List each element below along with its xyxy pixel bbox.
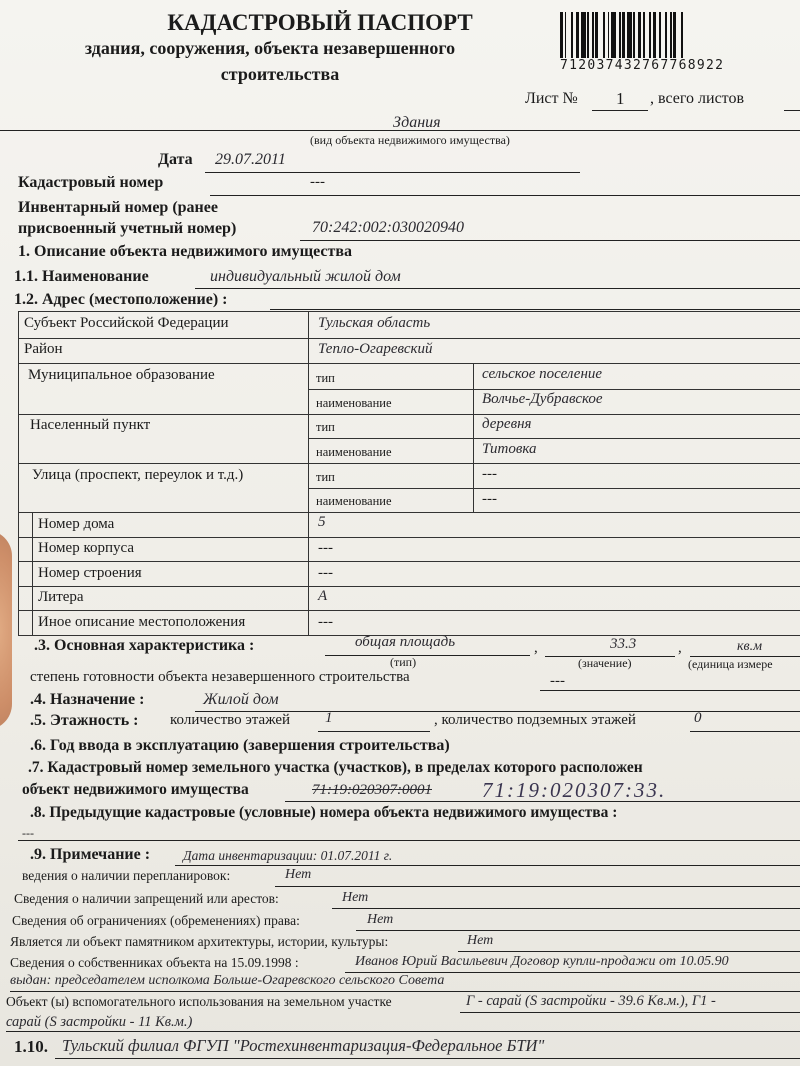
barcode-number: 712037432767768922 [560,58,725,73]
other-location-label: Иное описание местоположения [38,614,246,630]
note-issued-value: выдан: председателем исполкома Больше-Огаревского сельского Совета [10,973,445,988]
note-monument-label: Является ли объект памятником архитектуры, истории, культуры: [10,934,389,949]
barcode-image [560,12,800,58]
land-label-line2: объект недвижимого имущества [22,781,249,798]
prev-value: --- [22,826,34,840]
house-label: Номер дома [38,516,115,532]
municipal-name-value: Волчье-Дубравское [482,391,603,407]
structure-value: --- [318,565,333,581]
street-name-label: наименование [316,494,392,508]
note-redev-value: Нет [285,867,312,882]
settlement-type-value: деревня [482,416,532,432]
subject-value: Тульская область [318,315,431,331]
note-aux-label: Объект (ы) вспомогательного использования на земельном участке [6,994,392,1009]
land-label-line1: .7. Кадастровый номер земельного участка (участков), в пределах которого расположен [28,759,643,776]
inventory-label-line1: Инвентарный номер (ранее [18,199,218,216]
prev-label: .8. Предыдущие кадастровые (условные) номера объекта недвижимого имущества : [30,804,618,821]
main-char-type: общая площадь [355,634,456,650]
subject-label: Субъект Российской Федерации [24,315,229,331]
land-old-value: 71:19:020307:0001 [312,782,432,798]
cadastral-number-value: --- [310,174,325,190]
settlement-name-value: Титовка [482,441,537,457]
readiness-label: степень готовности объекта незавершенного строительства [30,669,410,685]
main-char-unit: кв.м [737,639,763,654]
purpose-value: Жилой дом [203,691,279,708]
street-type-value: --- [482,466,497,482]
district-value: Тепло-Огаревский [318,341,433,357]
note-bans-value: Нет [342,890,369,905]
org-label: 1.10. [14,1037,48,1056]
litera-label: Литера [38,589,84,605]
name-value: индивидуальный жилой дом [210,268,401,285]
sheet-label: Лист № [525,90,578,107]
street-label: Улица (проспект, переулок и т.д.) [32,467,244,483]
passport-page: КАДАСТРОВЫЙ ПАСПОРТ здания, сооружения, объекта незавершенного строительства 712037432767768922 Лист № 1 , всего листов Здания (вид объекта недвижимого имущества) Дата 29.07.2011 Кадастровый номер --- Инвентарный номер (ранее присвоенный учетный номер) 70:242:002:030020940 1. Описание объекта недвижимого имущества 1.1. Наименование индивидуальный жилой дом 1.2. Адрес (местоположение) : Субъект Российской Федерации Тульская область Район Тепло-Огаревский Муниципальное образование тип сельское поселение наименование Волчье-Дубравское Населенный пункт тип деревня наименование Титовка Улица (проспект, переулок и т.д.) тип --- наименование --- Номер дома 5 Номер корпуса --- Номер строения --- Литера А Иное описание местоположения --- .3. Основная характеристика : общая площадь (тип) , 33.3 (значение) , кв.м (единица измере степень готовности объекта незавершенного строительства --- .4. Назначение : Жилой дом .5. Этажность : количество этажей 1 , количество подземных этажей 0 .6. Год ввода в эксплуатацию (завершения строительства) .7. Кадастровый номер земельного участка (участков), в пределах которого расположен объект недвижимого имущества 71:19:020307:0001 71:19:020307:33. .8. Предыдущие кадастровые (условные) номера объекта недвижимого имущества : --- .9. Примечание : Дата инвентаризации: 01.07.2011 г. ведения о наличии перепланировок: Нет Сведения о наличии запрещений или арестов: Нет Сведения об ограничениях (обременениях) права: Нет Является ли объект памятником архитектуры, истории, культуры: Нет Сведения о собственниках объекта на 15.09.1998 : Иванов Юрий Васильевич Договор купли-продажи от 10.05.90 выдан: председателем исполкома Больше-Огаревского сельского Совета Объект (ы) вспомогательного использования на земельном участке Г - сарай (S застройки - 39.6 Кв.м.), Г1 - сарай (S застройки - 11 Кв.м.) 1.10. Тульский филиал ФГУП "Ростехинвентаризация-Федеральное БТИ" [0,0,800,1066]
street-type-label: тип [316,470,335,484]
readiness-value: --- [550,673,565,689]
note-inventory-date: Дата инвентаризации: 01.07.2011 г. [183,848,393,863]
note-bans-label: Сведения о наличии запрещений или арестов: [14,891,279,906]
section1-title: 1. Описание объекта недвижимого имущества [18,243,352,260]
building-label: Номер корпуса [38,540,134,556]
other-location-value: --- [318,614,333,630]
name-label: 1.1. Наименование [14,268,149,285]
note-owners-label: Сведения о собственниках объекта на 15.09.1998 : [10,955,299,970]
municipal-type-value: сельское поселение [482,366,603,382]
settlement-name-label: наименование [316,445,392,459]
note-aux-value1: Г - сарай (S застройки - 39.6 Кв.м.), Г1 - [466,993,716,1009]
main-char-value-caption: (значение) [578,656,632,670]
cadastral-number-label: Кадастровый номер [18,174,164,191]
document-title: КАДАСТРОВЫЙ ПАСПОРТ [167,10,473,35]
note-monument-value: Нет [467,933,494,948]
total-sheets-label: , всего листов [650,90,745,107]
floors-under-label: , количество подземных этажей [434,712,636,728]
address-label: 1.2. Адрес (местоположение) : [14,291,228,308]
settlement-label: Населенный пункт [30,417,151,433]
settlement-type-label: тип [316,420,335,434]
note-limits-label: Сведения об ограничениях (обременениях) права: [12,913,300,928]
floors-count-value: 1 [325,710,333,726]
note-label: .9. Примечание : [30,846,151,863]
main-char-label: .3. Основная характеристика : [34,637,255,654]
land-new-value: 71:19:020307:33. [482,778,667,802]
municipal-name-label: наименование [316,396,392,410]
year-label: .6. Год ввода в эксплуатацию (завершения строительства) [30,737,450,754]
address-table [18,311,800,636]
purpose-label: .4. Назначение : [30,691,145,708]
object-type-value: Здания [393,114,441,131]
document-subtitle-line1: здания, сооружения, объекта незавершенного [84,38,456,58]
street-name-value: --- [482,491,497,507]
date-value: 29.07.2011 [215,151,286,168]
document-subtitle-line2: строительства [220,64,340,84]
house-value: 5 [318,514,326,530]
main-char-type-caption: (тип) [390,655,417,669]
main-char-value: 33.3 [610,636,637,652]
inventory-label-line2: присвоенный учетный номер) [18,220,237,237]
note-aux-value2: сарай (S застройки - 11 Кв.м.) [6,1014,193,1030]
object-type-caption: (вид объекта недвижимого имущества) [310,133,510,147]
floors-label: .5. Этажность : [30,712,139,729]
building-value: --- [318,540,333,556]
note-redev-label: ведения о наличии перепланировок: [22,868,231,883]
litera-value: А [318,588,328,604]
sheet-number: 1 [616,89,625,108]
note-owners-value: Иванов Юрий Васильевич Договор купли-продажи от 10.05.90 [355,954,729,969]
floors-under-value: 0 [694,710,702,726]
note-limits-value: Нет [367,912,394,927]
floors-count-label: количество этажей [170,712,291,728]
inventory-value: 70:242:002:030020940 [312,219,464,236]
date-label: Дата [158,151,193,168]
structure-label: Номер строения [38,565,142,581]
municipal-label: Муниципальное образование [28,367,215,383]
municipal-type-label: тип [316,371,335,385]
org-value: Тульский филиал ФГУП "Ростехинвентаризация-Федеральное БТИ" [62,1036,545,1055]
district-label: Район [24,341,63,357]
finger-shadow [0,530,12,730]
main-char-unit-caption: (единица измере [688,657,773,671]
